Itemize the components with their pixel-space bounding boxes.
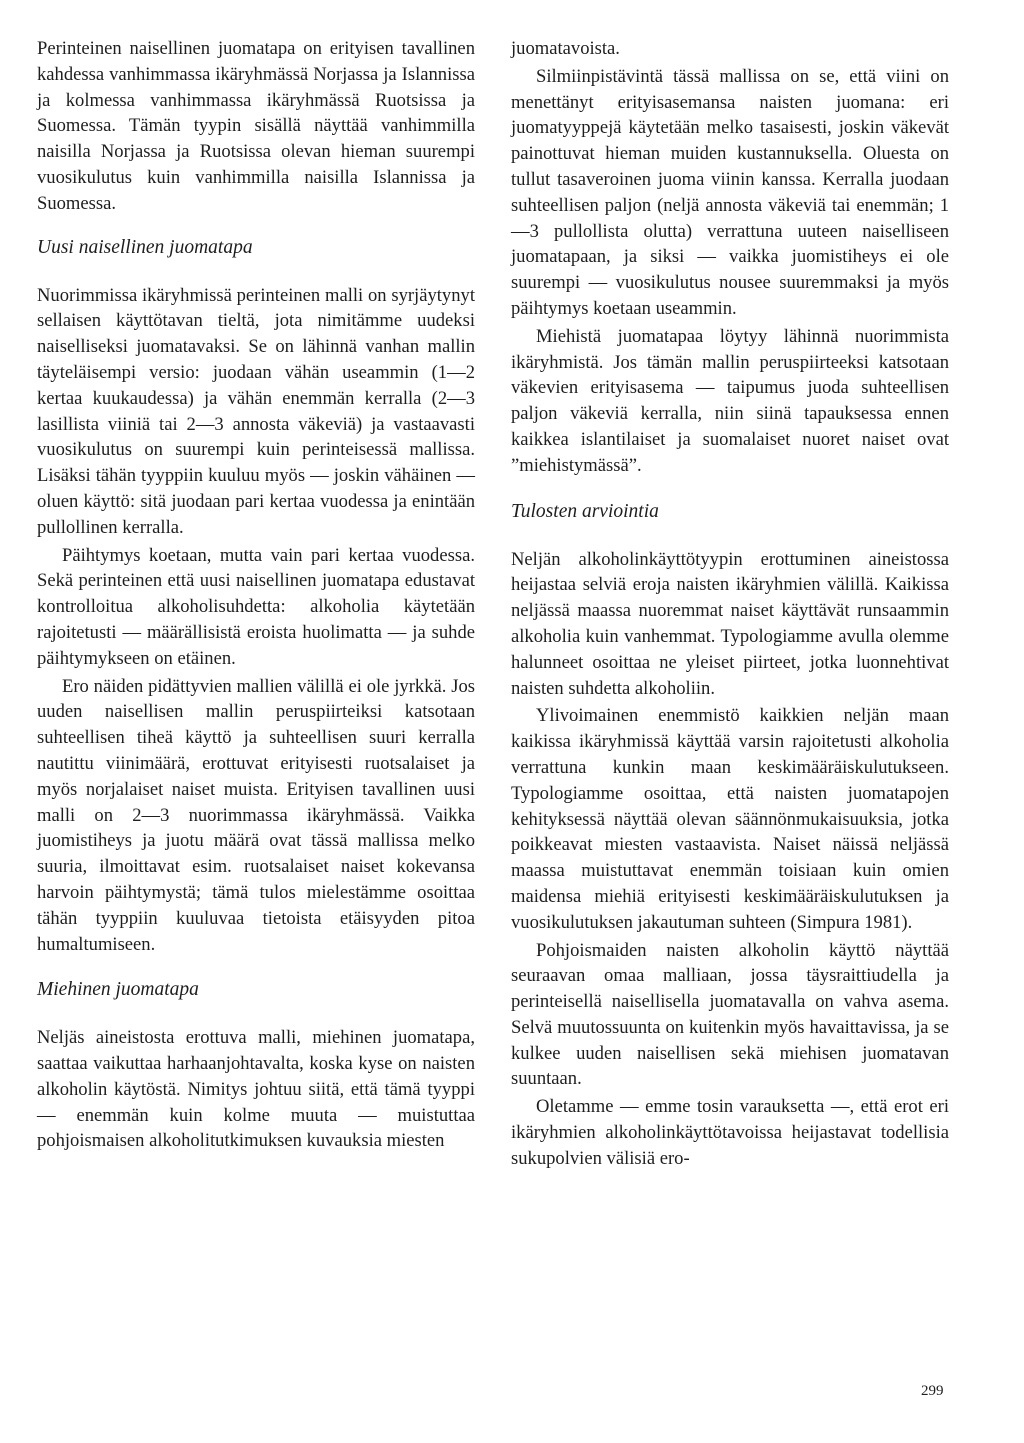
paragraph-continuation: juomatavoista. <box>511 38 620 59</box>
paragraph: Neljän alkoholinkäyttötyypin erottuminen aineistossa heijastaa selviä eroja naisten ikäryhmien välillä. Kaikissa neljässä maassa nuoremmat naiset käyttävät runsaammin alkoholia kuin vanhemmat. Typologiamme avulla olemme halunneet osoittaa ne yleiset piirteet, jotka luonnehtivat naisten suhdetta alkoholiin. <box>511 548 949 699</box>
paragraph: Nuorimmissa ikäryhmissä perinteinen malli on syrjäytynyt sellaisen käyttötavan tieltä, jota nimitämme uudeksi naiselliseksi juomatavaksi. Se on lähinnä vanhan mallin täyteläisempi versio: juodaan vähän useammin (1—2 kertaa kuukaudessa) ja vähän enemmän kerralla (2—3 lasillista viiniä tai 2—3 annosta väkeviä) ja vastaavasti vuosikulutus on suurempi kuin perinteisessä mallissa. Lisäksi tähän tyyppiin kuuluu myös — joskin vähäinen — oluen käyttö: sitä juodaan pari kertaa vuodessa ja enintään pullollinen kerralla. <box>37 284 475 538</box>
paragraph: Silmiinpistävintä tässä mallissa on se, että viini on menettänyt erityisasemansa naisten juomana: eri juomatyyppejä käytetään melko tasaisesti, joskin väkevät painottuvat hieman muiden kustannuksella. Oluesta on tullut tasaveroinen juoma viinin kanssa. Kerralla juodaan suhteellisen paljon (neljä annosta väkeviä tai enemmän; 1—3 pullollista olutta) verrattuna uuteen naiselliseen juomatapaan, ja siksi — vaikka juomistiheys ei ole suurempi — vuosikulutus nousee suuremmaksi ja myös päihtymys koetaan useammin. <box>511 65 949 319</box>
section-heading-uusi-naisellinen: Uusi naisellinen juomatapa <box>37 236 253 258</box>
paragraph: Neljäs aineistosta erottuva malli, miehinen juomatapa, saattaa vaikuttaa harhaanjohtavalta, koska kyse on naisten alkoholin käytöstä. Nimitys johtuu siitä, että tämä tyyppi — enemmän kuin kolme muuta — muistuttaa pohjoismaisen alkoholitutkimuksen kuvauksia miesten <box>37 1027 475 1152</box>
paragraph: Oletamme — emme tosin varauksetta —, että erot eri ikäryhmien alkoholinkäyttötavoissa heijastavat todellisia sukupolvien välisiä ero- <box>511 1096 949 1169</box>
page-number: 299 <box>921 1383 944 1399</box>
section-heading-tulosten-arviointia: Tulosten arviointia <box>511 500 659 522</box>
paragraph: Ero näiden pidättyvien mallien välillä ei ole jyrkkä. Jos uuden naisellisen mallin peruspiirteiksi katsotaan suhteellisen tiheä käyttö ja suhteellisen suuri kerralla nautittu viinimäärä, erottuvat erityisesti ruotsalaiset ja myös norjalaiset naiset muista. Erityisen tavallinen uusi malli on 2—3 nuorimmassa ikäryhmässä. Vaikka juomistiheys ja juotu määrä ovat tässä mallissa melko suuria, ilmoittavat esim. ruotsalaiset naiset kokevansa harvoin päihtymystä; tämä tulos mielestämme osoittaa tähän tyyppiin kuuluvaa tietoista etäisyyden pitoa humaltumiseen. <box>37 675 475 955</box>
paragraph: Pohjoismaiden naisten alkoholin käyttö näyttää seuraavan omaa malliaan, jossa täysraittiudella ja perinteisellä naisellisella juomatavalla on vahva asema. Selvä muutossuunta on kuitenkin myös havaittavissa, ja se kulkee uuden naisellisen sekä miehisen juomatavan suuntaan. <box>511 939 949 1090</box>
paragraph: Ylivoimainen enemmistö kaikkien neljän maan kaikissa ikäryhmissä käyttää varsin rajoitetusti alkoholia verrattuna kunkin maan keskimääräiskulutukseen. Typologiamme osoittaa, että naisten juomatapojen kehityksessä näyttää olevan säännönmukaisuuksia, jotka poikkeavat miesten vastaavista. Naiset näissä neljässä maassa muistuttavat enemmän toisiaan kuin omien maidensa miehiä erityisesti keskimääräiskulutuksen ja vuosikulutuksen jakautuman suhteen (Simpura 1981). <box>511 705 949 933</box>
paragraph: Perinteinen naisellinen juomatapa on erityisen tavallinen kahdessa vanhimmassa ikäryhmässä Norjassa ja Islannissa ja kolmessa vanhimmassa ikäryhmässä Ruotsissa ja Suomessa. Tämän tyypin sisällä näyttää vanhimmilla naisilla Norjassa ja Ruotsissa olevan hieman suurempi vuosikulutus kuin vanhimmilla naisilla Islannissa ja Suomessa. <box>37 38 475 214</box>
paragraph: Miehistä juomatapaa löytyy lähinnä nuorimmista ikäryhmistä. Jos tämän mallin peruspiirteeksi katsotaan väkevien erityisasema — taipumus juoda suhteellisen paljon väkeviä kerralla, niin siinä tapauksessa ennen kaikkea islantilaiset ja suomalaiset nuoret naiset ovat ”miehistymässä”. <box>511 325 949 476</box>
right-column <box>511 36 949 1174</box>
left-column <box>37 36 475 1156</box>
paragraph: Päihtymys koetaan, mutta vain pari kertaa vuodessa. Sekä perinteinen että uusi naisellinen juomatapa edustavat kontrolloitua alkoholisuhdetta: alkoholia käytetään rajoitetusti — määrällisistä eroista huolimatta — ja suhde päihtymykseen on etäinen. <box>37 544 475 669</box>
section-heading-miehinen: Miehinen juomatapa <box>37 979 199 1001</box>
